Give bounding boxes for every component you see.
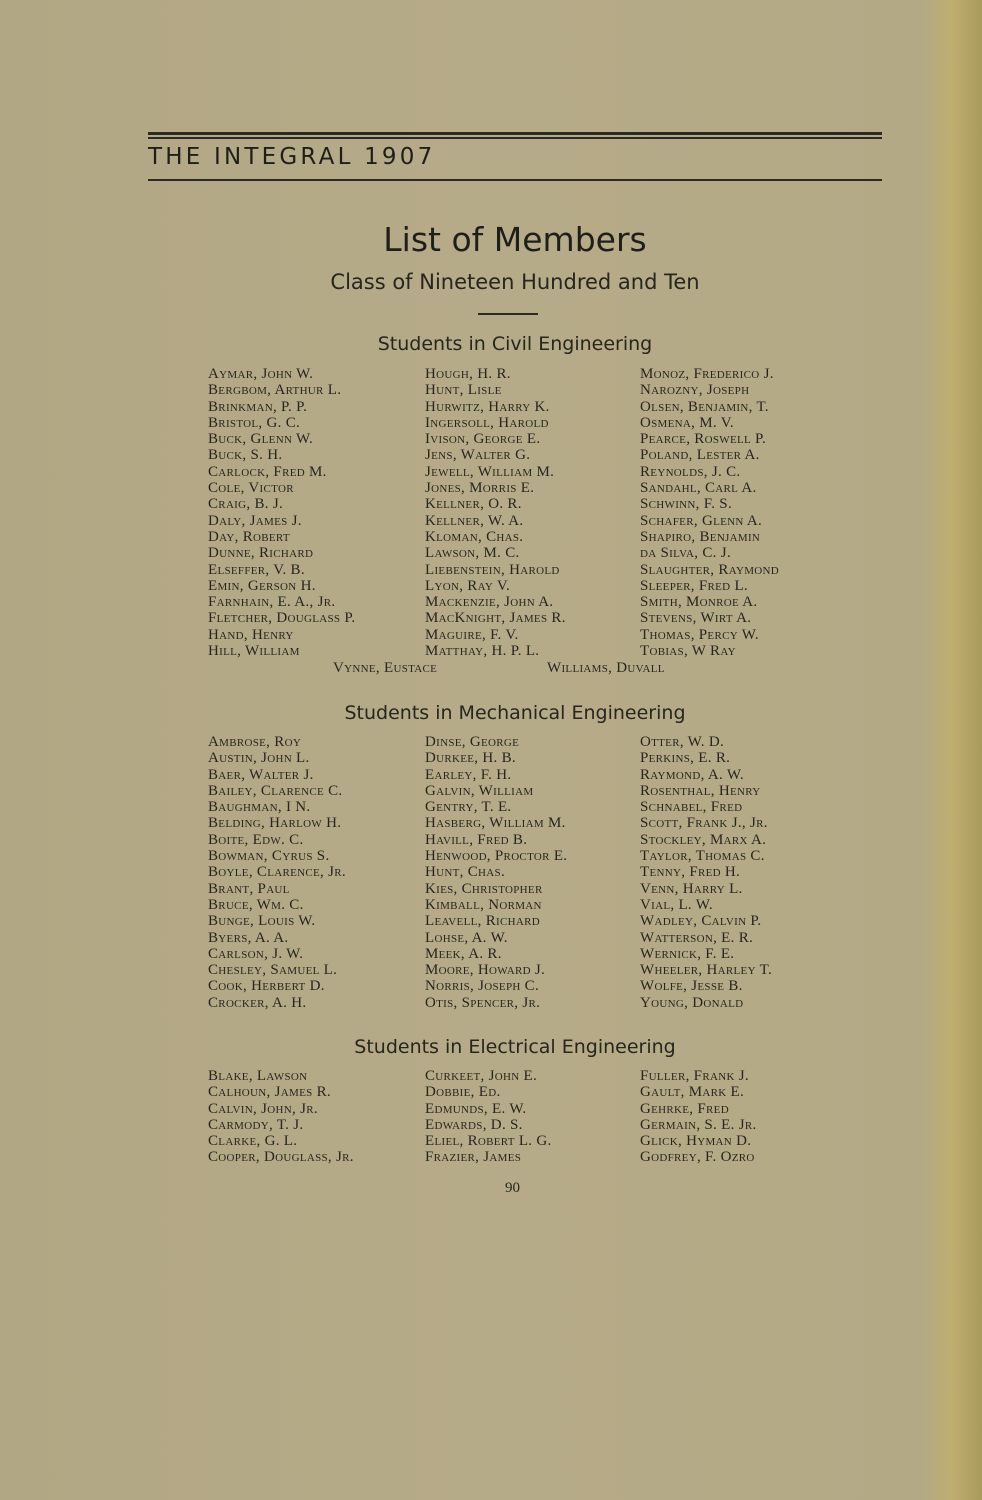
list-item: Sandahl, Carl A.	[640, 480, 757, 497]
list-item: Kloman, Chas.	[425, 528, 524, 545]
list-item: Wolfe, Jesse B.	[640, 978, 743, 995]
list-item: Carlson, J. W.	[208, 945, 304, 962]
list-item: Smith, Monroe A.	[640, 594, 758, 611]
list-item: Austin, John L.	[208, 750, 310, 767]
list-item: Bristol, G. C.	[208, 414, 301, 431]
list-item: Dinse, George	[425, 734, 520, 750]
list-item: Raymond, A. W.	[640, 766, 744, 783]
list-item: Moore, Howard J.	[425, 962, 546, 979]
list-item: Carlock, Fred M.	[208, 463, 327, 480]
list-item: Wadley, Calvin P.	[640, 913, 762, 930]
list-item: Cooper, Douglass, Jr.	[208, 1149, 354, 1166]
list-item: Mackenzie, John A.	[425, 594, 554, 611]
list-item: Bergbom, Arthur L.	[208, 382, 342, 399]
list-item: Buck, Glenn W.	[208, 431, 314, 448]
list-item: Young, Donald	[640, 994, 744, 1011]
list-item: Stevens, Wirt A.	[640, 610, 752, 627]
list-item: Bruce, Wm. C.	[208, 896, 304, 913]
list-item: Kies, Christopher	[425, 880, 543, 897]
list-item: Byers, A. A.	[208, 929, 289, 946]
list-item: Stockley, Marx A.	[640, 831, 767, 848]
list-item: Ambrose, Roy	[208, 734, 302, 750]
running-head: THE INTEGRAL 1907	[148, 144, 436, 170]
list-item: Wernick, F. E.	[640, 945, 735, 962]
list-item: Lawson, M. C.	[425, 545, 520, 562]
list-item: Matthay, H. P. L.	[425, 643, 540, 660]
list-item: Thomas, Percy W.	[640, 626, 759, 643]
list-item: Gault, Mark E.	[640, 1084, 745, 1101]
list-item: Hough, H. R.	[425, 366, 511, 382]
list-item: Galvin, William	[425, 782, 534, 799]
list-item: Dobbie, Ed.	[425, 1084, 501, 1101]
list-item: Jens, Walter G.	[425, 447, 531, 464]
list-item: Shapiro, Benjamin	[640, 528, 761, 545]
list-item: Chesley, Samuel L.	[208, 962, 338, 979]
list-item: Kellner, O. R.	[425, 496, 522, 513]
electrical-column-1	[208, 1068, 354, 1166]
section-heading-electrical: Students in Electrical Engineering	[354, 1036, 676, 1058]
electrical-column-2	[425, 1068, 552, 1166]
list-item: Elseffer, V. B.	[208, 561, 305, 578]
list-item: Brinkman, P. P.	[208, 398, 308, 415]
list-item: Rosenthal, Henry	[640, 782, 761, 799]
list-item: Narozny, Joseph	[640, 382, 750, 399]
list-item: Schwinn, F. S.	[640, 496, 732, 513]
list-item: Frazier, James	[425, 1149, 522, 1166]
list-item: Brant, Paul	[208, 880, 290, 897]
list-item: Buck, S. H.	[208, 447, 283, 464]
list-item: Poland, Lester A.	[640, 447, 760, 464]
list-item: Day, Robert	[208, 528, 290, 545]
page-subtitle: Class of Nineteen Hundred and Ten	[330, 270, 700, 294]
list-item: Farnhain, E. A., Jr.	[208, 594, 336, 611]
list-item: Scott, Frank J., Jr.	[640, 815, 768, 832]
list-item: Jewell, William M.	[425, 463, 555, 480]
list-item: Reynolds, J. C.	[640, 463, 741, 480]
list-item: Crocker, A. H.	[208, 994, 307, 1011]
list-item: Belding, Harlow H.	[208, 815, 342, 832]
mechanical-column-3	[640, 734, 772, 1011]
page-title: List of Members	[383, 220, 647, 259]
list-item: Glick, Hyman D.	[640, 1133, 752, 1150]
list-item: Hill, William	[208, 643, 300, 660]
list-item: Aymar, John W.	[208, 366, 314, 382]
list-item: Liebenstein, Harold	[425, 561, 560, 578]
list-item: Monoz, Frederico J.	[640, 366, 774, 382]
list-item: Fuller, Frank J.	[640, 1068, 749, 1084]
list-item: Lyon, Ray V.	[425, 577, 511, 594]
list-item: Vynne, Eustace	[333, 660, 438, 676]
page-number: 90	[505, 1180, 520, 1196]
list-item: Vial, L. W.	[640, 896, 713, 913]
list-item: Godfrey, F. Ozro	[640, 1149, 755, 1166]
mechanical-column-1	[208, 734, 346, 1011]
list-item: Gehrke, Fred	[640, 1100, 729, 1117]
list-item: Emin, Gerson H.	[208, 577, 316, 594]
list-item: Craig, B. J.	[208, 496, 284, 513]
list-item: Watterson, E. R.	[640, 929, 754, 946]
list-item: Durkee, H. B.	[425, 750, 516, 767]
list-item: Schafer, Glenn A.	[640, 512, 763, 529]
list-item: Lohse, A. W.	[425, 929, 508, 946]
header-rule	[148, 179, 882, 181]
list-item: Baer, Walter J.	[208, 766, 314, 783]
list-item: Baughman, I N.	[208, 799, 311, 816]
list-item: Calvin, John, Jr.	[208, 1100, 318, 1117]
list-item: Williams, Duvall	[547, 660, 665, 676]
mechanical-column-2	[425, 734, 567, 1011]
list-item: Boite, Edw. C.	[208, 831, 304, 848]
list-item: Hand, Henry	[208, 626, 294, 643]
list-item: Hurwitz, Harry K.	[425, 398, 550, 415]
list-item: Hunt, Chas.	[425, 864, 505, 881]
list-item: Leavell, Richard	[425, 913, 540, 930]
list-item: Perkins, E. R.	[640, 750, 731, 767]
list-item: Hasberg, William M.	[425, 815, 566, 832]
list-item: Bowman, Cyrus S.	[208, 848, 330, 865]
list-item: Wheeler, Harley T.	[640, 962, 772, 979]
list-item: Eliel, Robert L. G.	[425, 1133, 552, 1150]
electrical-column-3	[640, 1068, 757, 1166]
list-item: Jones, Morris E.	[425, 480, 535, 497]
list-item: Meek, A. R.	[425, 945, 502, 962]
list-item: Bunge, Louis W.	[208, 913, 316, 930]
list-item: Cook, Herbert D.	[208, 978, 325, 995]
list-item: Tenny, Fred H.	[640, 864, 741, 881]
civil-column-3	[640, 366, 779, 659]
top-double-rule	[148, 132, 882, 135]
list-item: Venn, Harry L.	[640, 880, 743, 897]
list-item: da Silva, C. J.	[640, 545, 731, 562]
list-item: Henwood, Proctor E.	[425, 848, 568, 865]
list-item: Ivison, George E.	[425, 431, 541, 448]
list-item: Hunt, Lisle	[425, 382, 502, 399]
list-item: Taylor, Thomas C.	[640, 848, 765, 865]
list-item: Edmunds, E. W.	[425, 1100, 527, 1117]
list-item: Schnabel, Fred	[640, 799, 743, 816]
section-heading-civil: Students in Civil Engineering	[377, 333, 653, 355]
list-item: Daly, James J.	[208, 512, 302, 529]
list-item: Olsen, Benjamin, T.	[640, 398, 769, 415]
list-item: Blake, Lawson	[208, 1068, 308, 1084]
list-item: Slaughter, Raymond	[640, 561, 780, 578]
top-double-rule-thin	[148, 137, 882, 139]
list-item: Otis, Spencer, Jr.	[425, 994, 541, 1011]
title-divider	[478, 313, 538, 315]
list-item: Norris, Joseph C.	[425, 978, 540, 995]
list-item: Pearce, Roswell P.	[640, 431, 767, 448]
list-item: Gentry, T. E.	[425, 799, 512, 816]
list-item: Osmena, M. V.	[640, 414, 734, 431]
civil-column-2	[425, 366, 566, 659]
list-item: Ingersoll, Harold	[425, 414, 549, 431]
list-item: Sleeper, Fred L.	[640, 577, 748, 594]
list-item: Curkeet, John E.	[425, 1068, 538, 1084]
section-heading-mechanical: Students in Mechanical Engineering	[344, 702, 686, 724]
list-item: Fletcher, Douglass P.	[208, 610, 356, 627]
list-item: Germain, S. E. Jr.	[640, 1116, 757, 1133]
civil-column-1	[208, 366, 355, 659]
list-item: Otter, W. D.	[640, 734, 725, 750]
list-item: Cole, Victor	[208, 480, 294, 497]
list-item: Earley, F. H.	[425, 766, 512, 783]
list-item: Havill, Fred B.	[425, 831, 528, 848]
list-item: Tobias, W Ray	[640, 643, 736, 660]
list-item: Carmody, T. J.	[208, 1116, 304, 1133]
list-item: Calhoun, James R.	[208, 1084, 331, 1101]
list-item: MacKnight, James R.	[425, 610, 566, 627]
list-item: Edwards, D. S.	[425, 1116, 523, 1133]
list-item: Maguire, F. V.	[425, 626, 519, 643]
list-item: Dunne, Richard	[208, 545, 314, 562]
list-item: Bailey, Clarence C.	[208, 782, 343, 799]
list-item: Kellner, W. A.	[425, 512, 524, 529]
list-item: Boyle, Clarence, Jr.	[208, 864, 346, 881]
list-item: Kimball, Norman	[425, 896, 542, 913]
list-item: Clarke, G. L.	[208, 1133, 298, 1150]
